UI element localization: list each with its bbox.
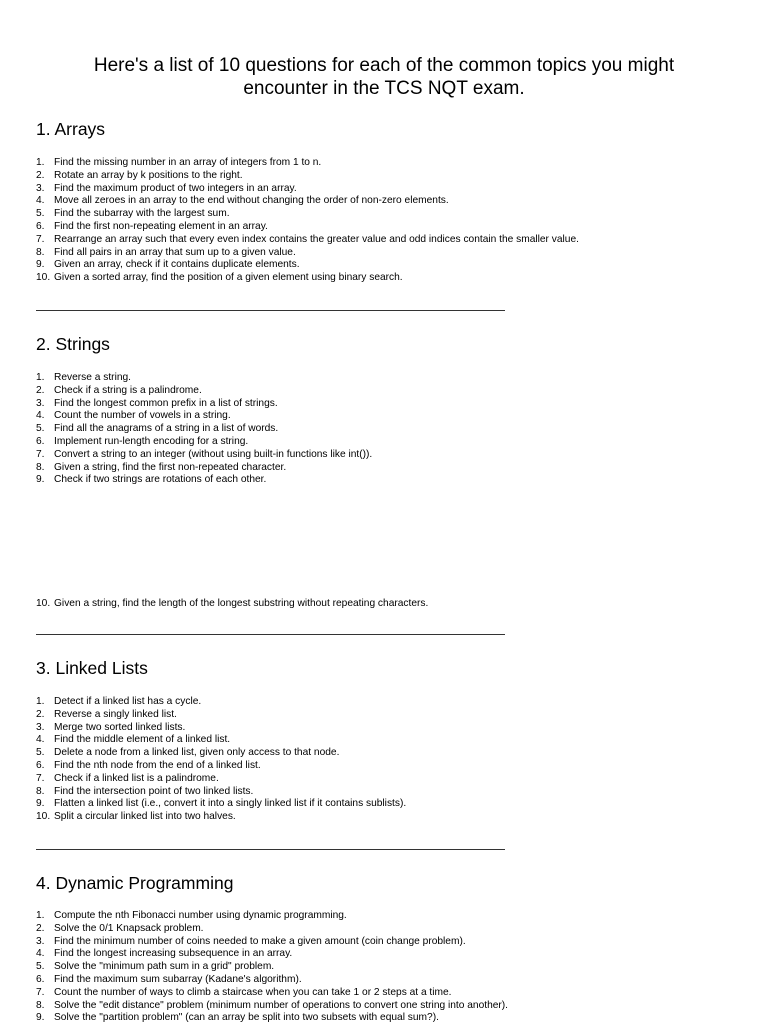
list-item — [36, 221, 579, 234]
item-number: 4. — [36, 948, 45, 960]
item-text: Implement run-length encoding for a string. — [54, 435, 249, 447]
item-number: 9. — [36, 474, 45, 486]
list-item — [36, 398, 372, 411]
list-item — [36, 208, 579, 221]
item-text: Solve the "minimum path sum in a grid" problem. — [54, 961, 275, 973]
item-text: Detect if a linked list has a cycle. — [54, 696, 202, 707]
item-number: 6. — [36, 435, 45, 447]
item-number: 4. — [36, 410, 45, 422]
item-number: 9. — [36, 798, 45, 810]
list-item — [36, 1012, 508, 1025]
item-text: Find the first non-repeating element in an array. — [54, 220, 268, 232]
list-item — [36, 598, 428, 611]
item-number: 8. — [36, 999, 45, 1011]
item-text: Solve the "edit distance" problem (minimum number of operations to convert one string into another). — [54, 999, 509, 1011]
list-item — [36, 923, 508, 936]
list-item — [36, 462, 372, 475]
list-item — [36, 760, 406, 773]
item-text: Solve the "partition problem" (can an array be split into two subsets with equal sum?). — [54, 1012, 439, 1024]
list-item — [36, 786, 406, 799]
page-title: Here's a list of 10 questions for each of the common topics you might encounter in the TCS NQT exam. — [93, 55, 675, 99]
item-text: Move all zeroes in an array to the end without changing the order of non-zero elements. — [54, 195, 449, 207]
item-number: 5. — [36, 208, 45, 220]
list-item — [36, 948, 508, 961]
item-number: 3. — [36, 935, 45, 947]
section-divider — [36, 634, 505, 635]
item-text: Find the intersection point of two linked lists. — [54, 785, 254, 797]
item-text: Split a circular linked list into two halves. — [54, 811, 236, 823]
item-text: Find the maximum product of two integers in an array. — [54, 182, 297, 194]
item-number: 9. — [36, 1012, 45, 1024]
item-number: 4. — [36, 734, 45, 746]
item-number: 1. — [36, 372, 45, 383]
item-text: Given a string, find the first non-repeated character. — [54, 461, 287, 473]
item-text: Flatten a linked list (i.e., convert it into a singly linked list if it contains sublists). — [54, 798, 407, 810]
item-number: 10. — [36, 811, 51, 823]
item-text: Find the longest increasing subsequence in an array. — [54, 948, 293, 960]
item-number: 8. — [36, 461, 45, 473]
item-number: 3. — [36, 721, 45, 733]
item-text: Find all pairs in an array that sum up to a given value. — [54, 246, 296, 258]
item-text: Reverse a singly linked list. — [54, 708, 177, 720]
list-item — [36, 961, 508, 974]
list-item — [36, 987, 508, 1000]
list-item — [36, 722, 406, 735]
item-number: 2. — [36, 169, 45, 181]
section-heading-strings: 2. Strings — [36, 334, 110, 354]
item-text: Find the nth node from the end of a linked list. — [54, 759, 261, 771]
list-item — [36, 272, 579, 285]
item-number: 9. — [36, 259, 45, 271]
section-heading-dynamic-programming: 4. Dynamic Programming — [36, 873, 234, 893]
item-text: Find the minimum number of coins needed to make a given amount (coin change problem). — [54, 935, 466, 947]
list-item — [36, 157, 579, 170]
list-item — [36, 234, 579, 247]
item-text: Find the maximum sum subarray (Kadane's algorithm). — [54, 973, 302, 985]
item-number: 2. — [36, 708, 45, 720]
question-list-linked-lists — [36, 696, 406, 824]
item-text: Count the number of ways to climb a staircase when you can take 1 or 2 steps at a time. — [54, 986, 452, 998]
item-text: Given an array, check if it contains duplicate elements. — [54, 259, 300, 271]
list-item — [36, 910, 508, 923]
list-item — [36, 798, 406, 811]
item-text: Count the number of vowels in a string. — [54, 410, 231, 422]
list-item — [36, 183, 579, 196]
item-text: Given a sorted array, find the position of a given element using binary search. — [54, 272, 403, 284]
item-number: 10. — [36, 598, 51, 609]
question-list-arrays — [36, 157, 579, 285]
item-text: Solve the 0/1 Knapsack problem. — [54, 922, 204, 934]
item-number: 8. — [36, 785, 45, 797]
item-text: Check if a string is a palindrome. — [54, 384, 202, 396]
item-number: 4. — [36, 195, 45, 207]
question-list-dynamic-programming — [36, 910, 508, 1025]
list-item — [36, 747, 406, 760]
section-heading-linked-lists: 3. Linked Lists — [36, 658, 148, 678]
item-text: Delete a node from a linked list, given only access to that node. — [54, 747, 340, 759]
item-number: 3. — [36, 397, 45, 409]
item-number: 5. — [36, 961, 45, 973]
item-text: Reverse a string. — [54, 372, 132, 383]
list-item — [36, 449, 372, 462]
item-text: Find all the anagrams of a string in a list of words. — [54, 423, 279, 435]
item-number: 7. — [36, 233, 45, 245]
item-number: 1. — [36, 157, 45, 168]
item-text: Rotate an array by k positions to the right. — [54, 169, 243, 181]
item-number: 2. — [36, 922, 45, 934]
item-number: 5. — [36, 423, 45, 435]
item-text: Find the longest common prefix in a list of strings. — [54, 397, 278, 409]
item-number: 3. — [36, 182, 45, 194]
list-item — [36, 247, 579, 260]
item-text: Check if a linked list is a palindrome. — [54, 772, 219, 784]
item-text: Merge two sorted linked lists. — [54, 721, 186, 733]
item-text: Find the subarray with the largest sum. — [54, 208, 230, 220]
list-item — [36, 474, 372, 487]
list-item — [36, 423, 372, 436]
list-item — [36, 436, 372, 449]
list-item — [36, 195, 579, 208]
list-item — [36, 1000, 508, 1013]
item-text: Find the middle element of a linked list. — [54, 734, 231, 746]
item-number: 8. — [36, 246, 45, 258]
item-text: Convert a string to an integer (without using built-in functions like int()). — [54, 448, 373, 460]
item-number: 1. — [36, 696, 45, 707]
item-text: Compute the nth Fibonacci number using dynamic programming. — [54, 910, 347, 921]
list-item — [36, 936, 508, 949]
section-heading-arrays: 1. Arrays — [36, 119, 106, 139]
item-number: 7. — [36, 772, 45, 784]
item-number: 5. — [36, 747, 45, 759]
section-divider — [36, 849, 505, 850]
list-item — [36, 259, 579, 272]
list-item — [36, 974, 508, 987]
item-number: 1. — [36, 910, 45, 921]
item-number: 7. — [36, 986, 45, 998]
item-number: 6. — [36, 973, 45, 985]
item-number: 6. — [36, 759, 45, 771]
list-item — [36, 372, 372, 385]
list-item — [36, 696, 406, 709]
section-divider — [36, 310, 505, 311]
list-item — [36, 170, 579, 183]
item-text: Check if two strings are rotations of each other. — [54, 474, 267, 486]
item-number: 6. — [36, 220, 45, 232]
list-item — [36, 811, 406, 824]
question-list-strings — [36, 372, 372, 487]
list-item — [36, 385, 372, 398]
item-text: Find the missing number in an array of integers from 1 to n. — [54, 157, 322, 168]
item-number: 10. — [36, 272, 51, 284]
item-text: Rearrange an array such that every even index contains the greater value and odd indices contain the smaller value. — [54, 233, 579, 245]
item-text: Given a string, find the length of the longest substring without repeating characters. — [54, 598, 429, 609]
list-item — [36, 410, 372, 423]
item-number: 2. — [36, 384, 45, 396]
list-item — [36, 709, 406, 722]
list-item — [36, 734, 406, 747]
item-number: 7. — [36, 448, 45, 460]
question-list-strings-continued — [36, 598, 428, 611]
list-item — [36, 773, 406, 786]
